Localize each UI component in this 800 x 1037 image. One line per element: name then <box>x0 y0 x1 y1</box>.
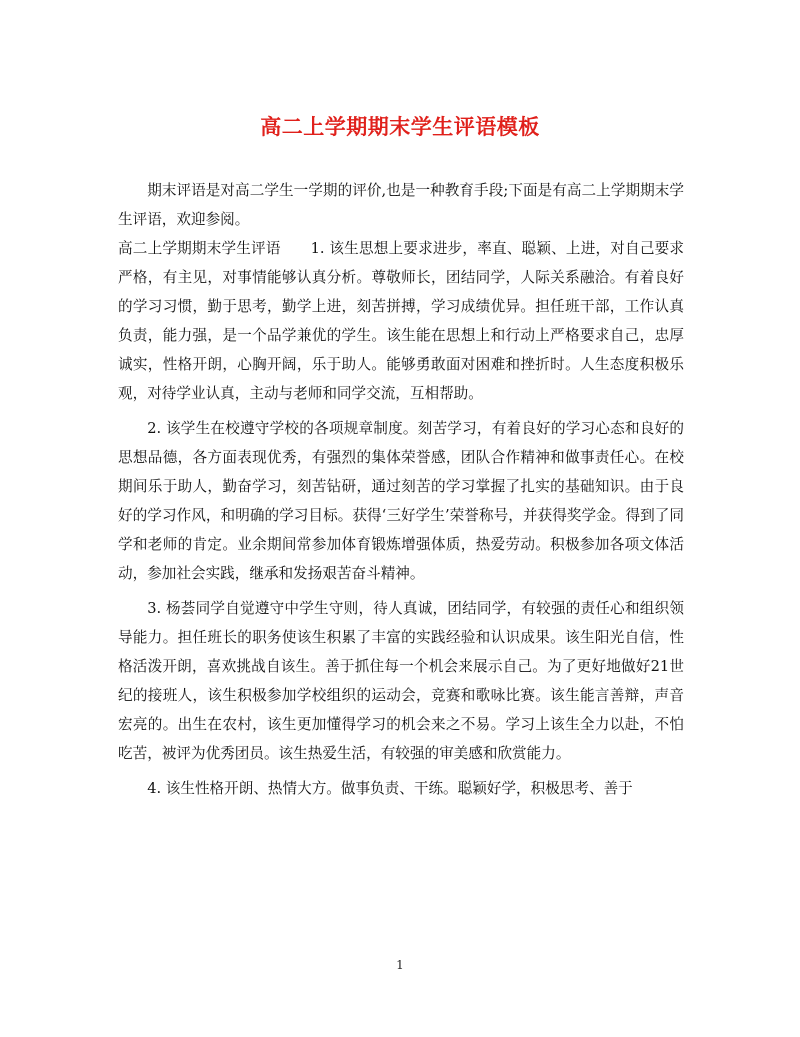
comment-paragraph-4: 4. 该生性格开朗、热情大方。做事负责、干练。聪颖好学，积极思考、善于 <box>147 780 633 797</box>
document-title: 高二上学期期末学生评语模板 <box>260 114 540 139</box>
section-label: 高二上学期期末学生评语 <box>118 240 281 257</box>
page-number: 1 <box>396 958 404 972</box>
document-body <box>118 176 684 803</box>
comment-paragraph-3: 3. 杨荟同学自觉遵守中学生守则，待人真诚，团结同学，有较强的责任心和组织领导能力。担任班长的职务使该生积累了丰富的实践经验和认识成果。该生阳光自信，性格活泼开朗，喜欢挑战自该生。善于抓住每一个机会来展示自己。为了更好地做好21世纪的接班人，该生积极参加学校组织的运动会，竞赛和歌咏比赛。该生能言善辩，声音宏亮的。出生在农村，该生更加懂得学习的机会来之不易。学习上该生全力以赴，不怕吃苦，被评为优秀团员。该生热爱生活，有较强的审美感和欣赏能力。 <box>118 600 684 762</box>
comment-paragraph-1 <box>118 234 684 408</box>
intro-paragraph: 期末评语是对高二学生一学期的评价,也是一种教育手段;下面是有高二上学期期末学生评语，欢迎参阅。 <box>118 182 684 228</box>
comment-1-text: 1. 该生思想上要求进步，率直、聪颖、上进，对自己要求严格，有主见，对事情能够认真分析。尊敬师长，团结同学，人际关系融洽。有着良好的学习习惯，勤于思考，勤学上进，刻苦拼搏，学习成绩优异。担任班干部，工作认真负责，能力强，是一个品学兼优的学生。该生能在思想上和行动上严格要求自己，忠厚诚实，性格开朗，心胸开阔，乐于助人。能够勇敢面对困难和挫折时。人生态度积极乐观，对待学业认真，主动与老师和同学交流，互相帮助。 <box>118 240 684 402</box>
comment-paragraph-2: 2. 该学生在校遵守学校的各项规章制度。刻苦学习，有着良好的学习心态和良好的思想品德，各方面表现优秀，有强烈的集体荣誉感，团队合作精神和做事责任心。在校期间乐于助人，勤奋学习，刻苦钻研，通过刻苦的学习掌握了扎实的基础知识。由于良好的学习作风，和明确的学习目标。获得‘三好学生’荣誉称号，并获得奖学金。得到了同学和老师的肯定。业余期间常参加体育锻炼增强体质，热爱劳动。积极参加各项文体活动，参加社会实践，继承和发扬艰苦奋斗精神。 <box>118 420 684 582</box>
